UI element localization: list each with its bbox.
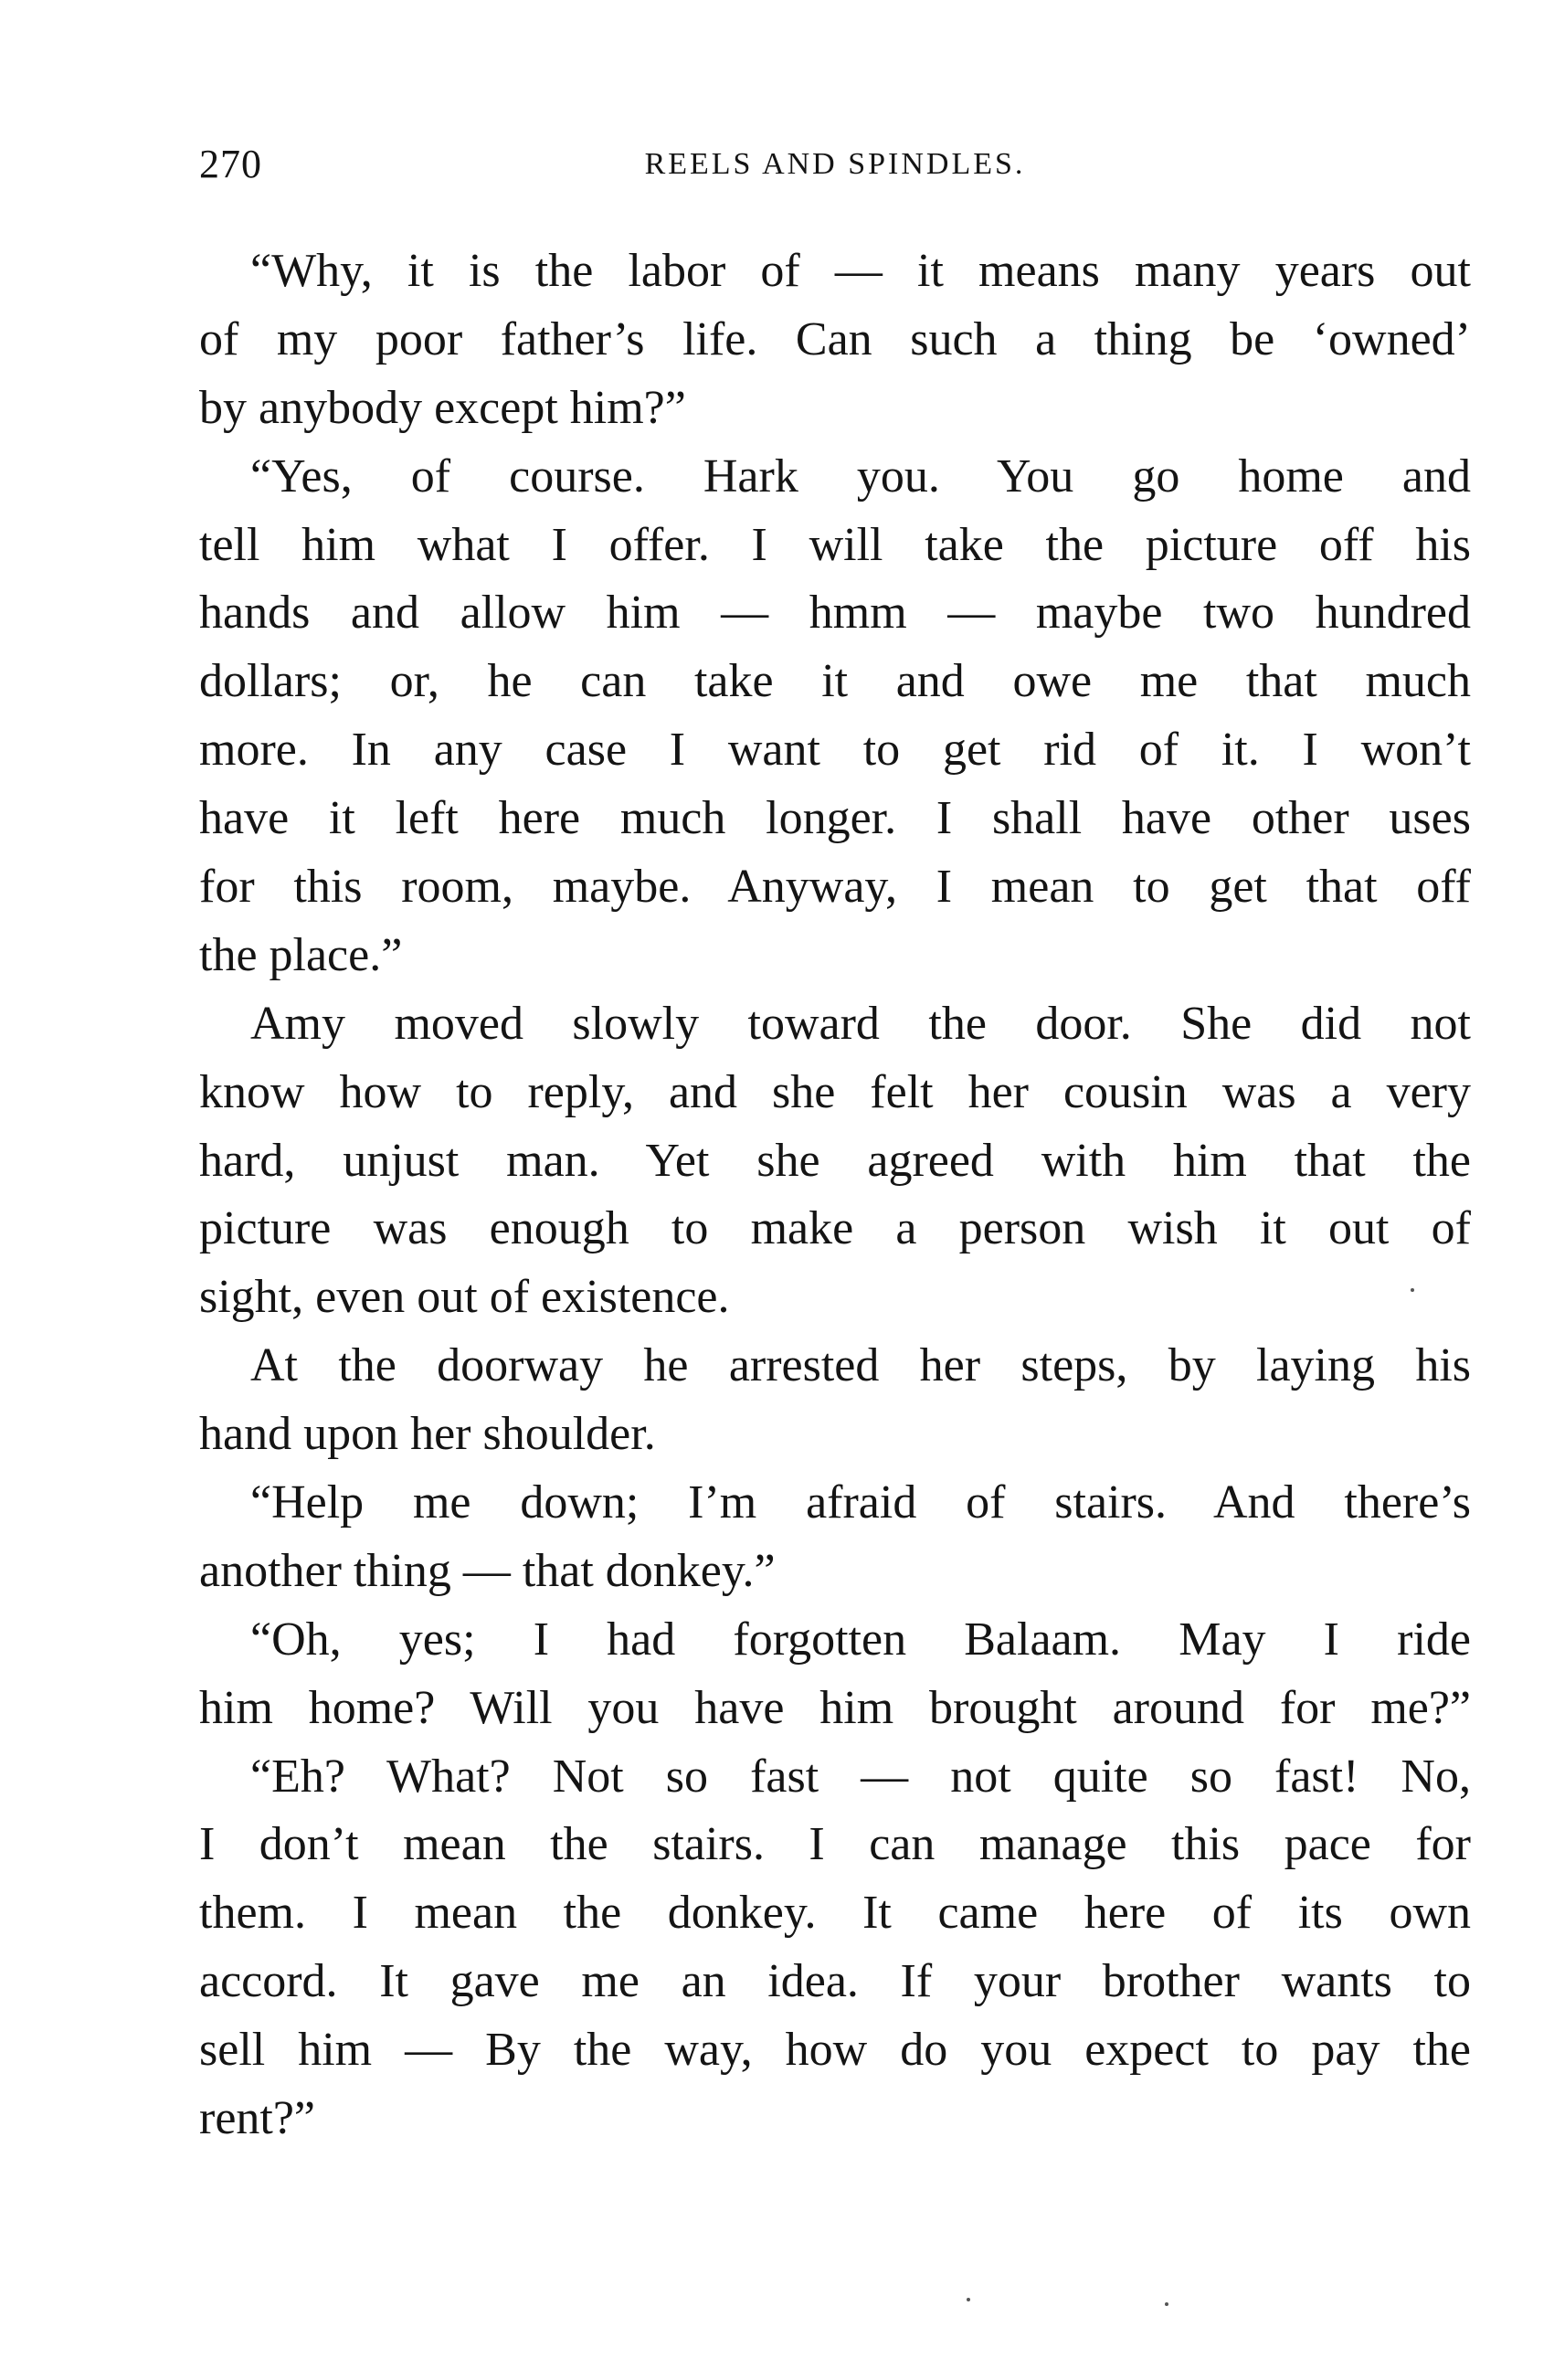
print-speck bbox=[1165, 2302, 1168, 2306]
text-line: Amy moved slowly toward the door. She did not bbox=[250, 997, 1471, 1050]
text-line: more. In any case I want to get rid of it. I won’t bbox=[199, 724, 1471, 777]
text-line: “Yes, of course. Hark you. You go home and bbox=[250, 450, 1471, 502]
text-line: “Oh, yes; I had forgotten Balaam. May I ride bbox=[250, 1613, 1471, 1666]
text-line: hand upon her shoulder. bbox=[199, 1408, 656, 1461]
text-line: At the doorway he arrested her steps, by laying his bbox=[250, 1339, 1471, 1392]
print-speck bbox=[1411, 1288, 1414, 1292]
text-line: rent?” bbox=[199, 2092, 316, 2145]
body-text bbox=[199, 238, 1471, 2153]
text-line: for this room, maybe. Anyway, I mean to get that off bbox=[199, 861, 1471, 914]
page-header bbox=[199, 137, 1471, 192]
text-line: of my poor father’s life. Can such a thing be ‘owned’ bbox=[199, 312, 1471, 365]
text-line: dollars; or, he can take it and owe me that much bbox=[199, 655, 1471, 708]
print-speck bbox=[967, 2298, 970, 2301]
text-line: them. I mean the donkey. It came here of its own bbox=[199, 1887, 1471, 1940]
text-line: have it left here much longer. I shall have other uses bbox=[199, 792, 1471, 845]
text-line: him home? Will you have him brought around for me?” bbox=[199, 1681, 1471, 1734]
text-line: “Help me down; I’m afraid of stairs. And there’s bbox=[250, 1476, 1471, 1529]
text-line: by anybody except him?” bbox=[199, 381, 686, 434]
text-line: sell him — By the way, how do you expect to pay the bbox=[199, 2024, 1471, 2077]
text-line: tell him what I offer. I will take the picture off his bbox=[199, 518, 1471, 571]
text-line: sight, even out of existence. bbox=[199, 1271, 730, 1324]
text-line: the place.” bbox=[199, 928, 403, 981]
page-number: 270 bbox=[199, 142, 262, 186]
text-line: accord. It gave me an idea. If your brother wants to bbox=[199, 1955, 1471, 2008]
text-line: “Eh? What? Not so fast — not quite so fast! No, bbox=[250, 1750, 1471, 1803]
text-line: hands and allow him — hmm — maybe two hundred bbox=[199, 587, 1471, 640]
text-line: hard, unjust man. Yet she agreed with him that the bbox=[199, 1134, 1471, 1187]
text-line: another thing — that donkey.” bbox=[199, 1544, 776, 1597]
text-line: “Why, it is the labor of — it means many years out bbox=[250, 245, 1471, 297]
text-line: I don’t mean the stairs. I can manage this pace for bbox=[199, 1818, 1471, 1871]
text-line: picture was enough to make a person wish it out of bbox=[199, 1202, 1471, 1255]
running-title: REELS AND SPINDLES. bbox=[644, 147, 1026, 181]
text-line: know how to reply, and she felt her cousin was a very bbox=[199, 1065, 1471, 1118]
